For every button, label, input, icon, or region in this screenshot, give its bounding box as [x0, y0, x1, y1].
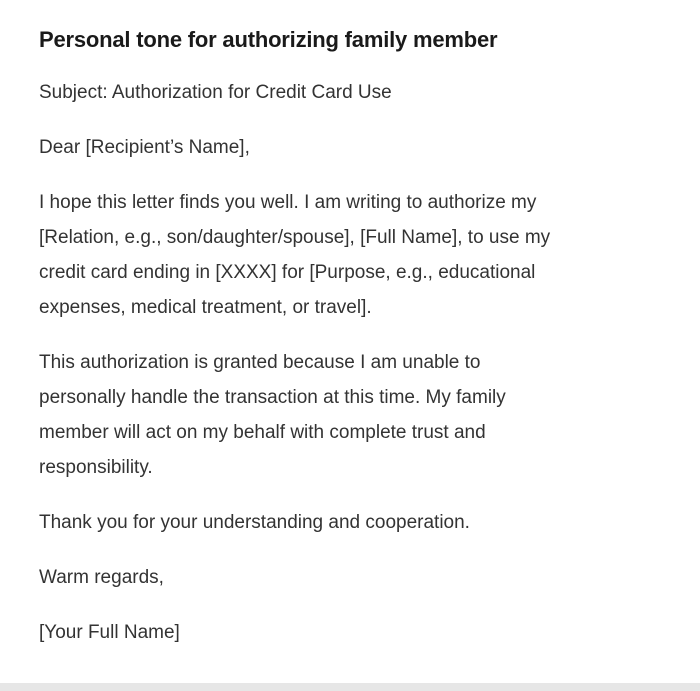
paragraph-line: personally handle the transaction at this time. My family: [39, 387, 506, 408]
paragraph-line: I hope this letter finds you well. I am writing to authorize my: [39, 192, 537, 213]
paragraph-line: credit card ending in [XXXX] for [Purpose, e.g., educational: [39, 262, 536, 283]
paragraph-line: member will act on my behalf with complete trust and: [39, 422, 486, 443]
closing-thanks: Thank you for your understanding and cooperation.: [39, 512, 470, 533]
paragraph-line: [Relation, e.g., son/daughter/spouse], [Full Name], to use my: [39, 227, 551, 248]
body-paragraph-2: [39, 345, 661, 485]
body-paragraph-1: [39, 185, 661, 325]
salutation: Dear [Recipient’s Name],: [39, 137, 250, 158]
signature-placeholder: [Your Full Name]: [39, 622, 180, 643]
paragraph-line: This authorization is granted because I am unable to: [39, 352, 481, 373]
page-title: Personal tone for authorizing family member: [39, 27, 498, 52]
sign-off: Warm regards,: [39, 567, 164, 588]
bottom-divider: [0, 683, 700, 691]
subject-line: Subject: Authorization for Credit Card Use: [39, 82, 392, 103]
paragraph-line: expenses, medical treatment, or travel].: [39, 297, 372, 318]
paragraph-line: responsibility.: [39, 457, 153, 478]
